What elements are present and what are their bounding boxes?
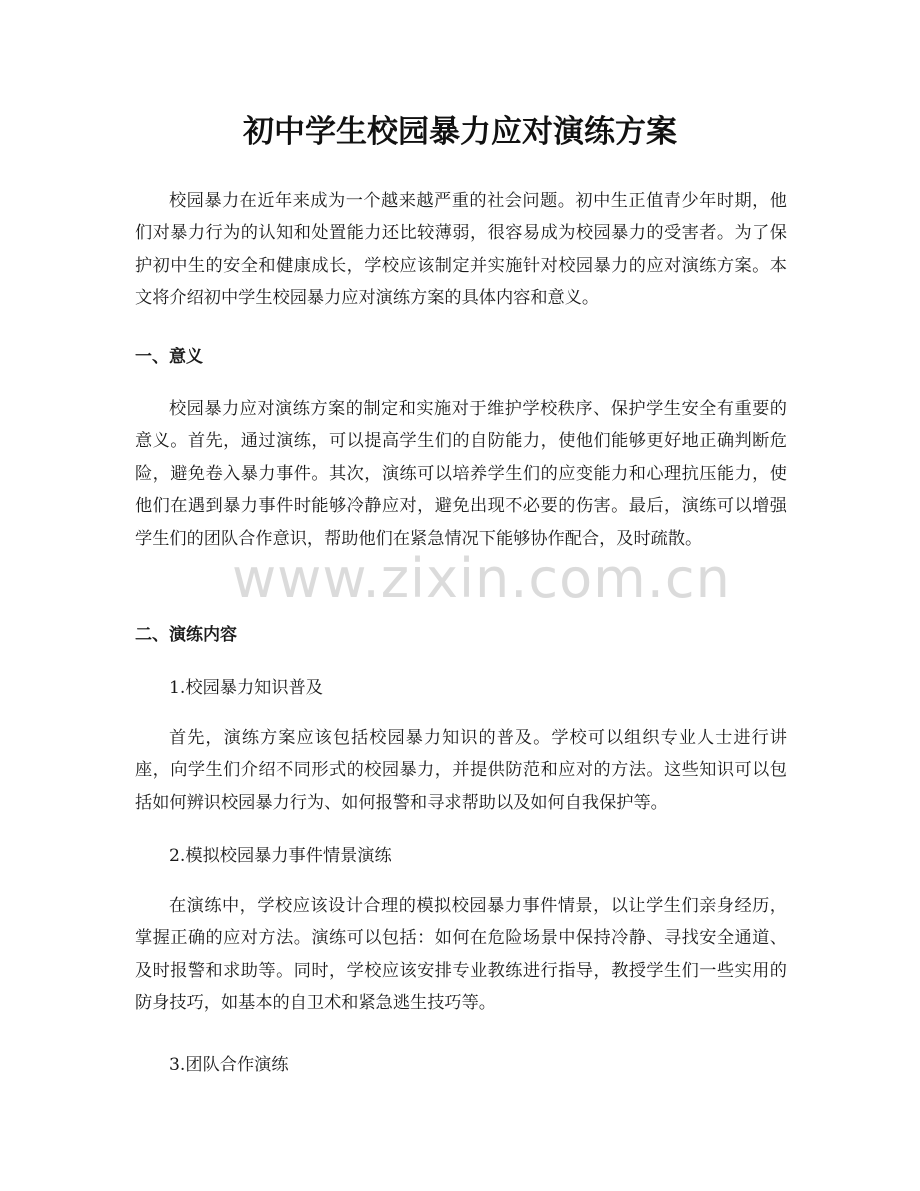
section-heading-significance: 一、意义 (135, 347, 203, 367)
subsection-title-knowledge: 1.校园暴力知识普及 (169, 678, 323, 698)
subsection-title-teamwork: 3.团队合作演练 (169, 1055, 289, 1075)
section-heading-drill-content: 二、演练内容 (135, 625, 237, 645)
watermark: www.zixin.com.cn (232, 547, 731, 610)
simulation-paragraph: 在演练中，学校应该设计合理的模拟校园暴力事件情景，以让学生们亲身经历，掌握正确的应对方法。演练可以包括：如何在危险场景中保持冷静、寻找安全通道、及时报警和求助等。同时，学校应该安排专业教练进行指导，教授学生们一些实用的防身技巧，如基本的自卫术和紧急逃生技巧等。 (135, 896, 787, 1014)
document-title: 初中学生校园暴力应对演练方案 (243, 114, 677, 150)
significance-paragraph: 校园暴力应对演练方案的制定和实施对于维护学校秩序、保护学生安全有重要的意义。首先，通过演练，可以提高学生们的自防能力，使他们能够更好地正确判断危险，避免卷入暴力事件。其次，演练可以培养学生们的应变能力和心理抗压能力，使他们在遇到暴力事件时能够冷静应对，避免出现不必要的伤害。最后，演练可以增强学生们的团队合作意识，帮助他们在紧急情况下能够协作配合，及时疏散。 (135, 399, 787, 549)
intro-paragraph: 校园暴力在近年来成为一个越来越严重的社会问题。初中生正值青少年时期，他们对暴力行为的认知和处置能力还比较薄弱，很容易成为校园暴力的受害者。为了保护初中生的安全和健康成长，学校应该制定并实施针对校园暴力的应对演练方案。本文将介绍初中学生校园暴力应对演练方案的具体内容和意义。 (135, 191, 787, 309)
subsection-title-simulation: 2.模拟校园暴力事件情景演练 (169, 846, 392, 866)
knowledge-paragraph: 首先，演练方案应该包括校园暴力知识的普及。学校可以组织专业人士进行讲座，向学生们介绍不同形式的校园暴力，并提供防范和应对的方法。这些知识可以包括如何辨识校园暴力行为、如何报警和寻求帮助以及如何自我保护等。 (135, 728, 787, 813)
